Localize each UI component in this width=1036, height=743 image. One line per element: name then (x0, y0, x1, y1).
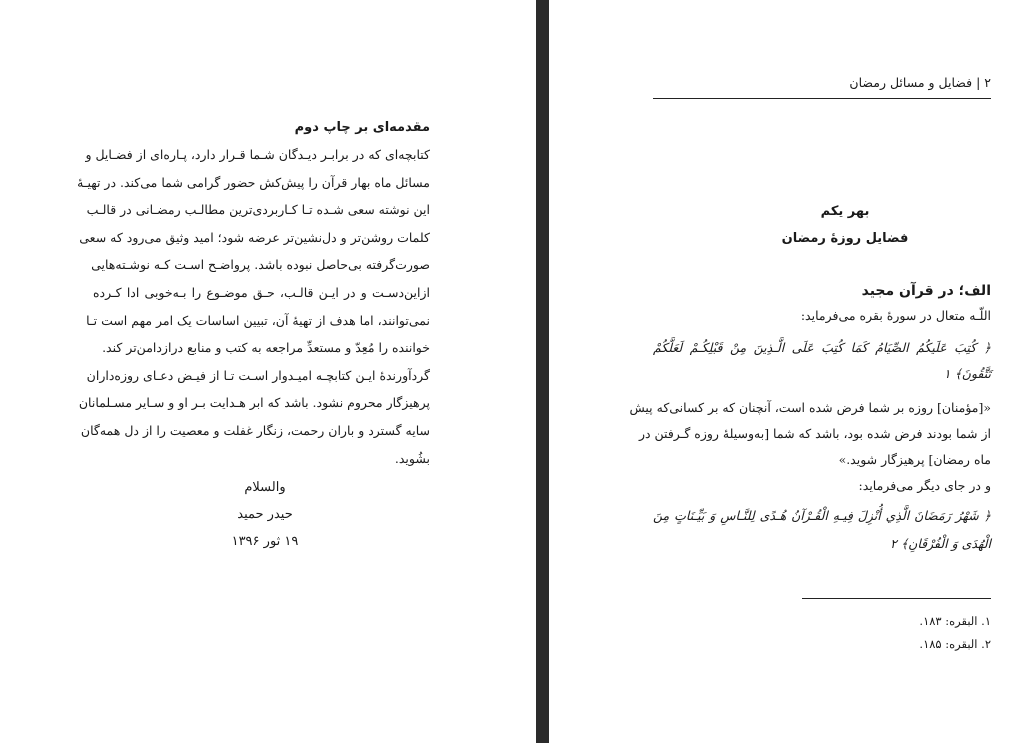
preface-line: ازاین‌دسـت و در ایـن قالـب، حـق موضـوع را بـه‌خوبی ادا کـرده (93, 284, 430, 300)
quran-verse-line: ﴿ شَهْرُ رَمَضَانَ الَّذِي أُنْزِلَ فِيـهِ الْقُـرْآنُ هُـدًى لِلنَّـاسِ وَ بَيِّـنَاتٍ مِنَ (653, 508, 991, 523)
book-gutter (536, 0, 549, 743)
quran-verse-line: تَتَّقُونَ﴾ ۱ (943, 366, 991, 381)
section-heading: الف؛ در قرآن مجید (861, 283, 991, 299)
preface-line: نمی‌توانند، اما هدف از تهیهٔ آن، تبیین اساسات یک امر مهم است تـا (86, 312, 430, 328)
chapter-title: فضایل روزهٔ رمضان (781, 231, 909, 246)
preface-line: پرهیزگار محروم نشود. باشد که ابر هـدایت بـر او و سـایر مسـلمانان (78, 395, 430, 411)
preface-line: کتابچه‌ای که در برابـر دیـدگان شـما قـرار دارد، پـاره‌ای از فضـایل و (85, 147, 430, 162)
translation-line: ماه رمضان] پرهیزگار شوید.» (838, 452, 991, 467)
quran-verse-line: الْهُدَى وَ الْفُرْقَانِ﴾ ۲ (890, 536, 991, 551)
footnote: ۱. البقره: ۱۸۳. (919, 614, 991, 628)
preface-date: ۱۹ ثور ۱۳۹۶ (231, 534, 299, 549)
footnote-rule (802, 598, 991, 599)
preface-body (77, 141, 430, 472)
preface-title: مقدمه‌ای بر چاپ دوم (294, 120, 430, 135)
preface-line: صورت‌گرفته بی‌حاصل نبوده باشد. پرواضـح اسـت کـه نوشـته‌هایی (91, 257, 430, 273)
translation-line: از شما بودند فرض شده بود، باشد که شما [به‌وسیلهٔ روزه گـرفتن در (638, 426, 991, 441)
right-page (549, 0, 1036, 743)
quran-verse-line: ﴿ كُتِبَ عَلَيكُمُ الصِّيَامُ كَمَا كُتِبَ عَلَى الَّـذِينَ مِنْ قَبْلِكُـمْ لَعَلَّكُمْ (653, 340, 991, 355)
body-line: اللّـه متعال در سورهٔ بقره می‌فرماید: (800, 308, 991, 323)
preface-line: سایه گسترد و باران رحمت، زنگار غفلت و معصیت را از دل همه‌گان (80, 422, 430, 438)
preface-line: کلمات روشن‌تر و دل‌نشین‌تر عرضه شود؛ امید وثیق می‌رود که سعی (79, 229, 430, 245)
preface-line: مسائل ماه بهار قرآن را پیش‌کش حضور گرامی شما می‌کند. در تهیـهٔ (77, 174, 430, 190)
header-rule (653, 98, 991, 99)
closing-salutation: والسلام (244, 480, 286, 495)
footnote: ۲. البقره: ۱۸۵. (919, 637, 991, 651)
author-name: حیدر حمید (237, 507, 293, 522)
part-label: بهر یکم (820, 204, 870, 219)
preface-line: بشُوید. (394, 450, 430, 466)
preface-line: خواننده را مُعِدّ و مستعدِّ مراجعه به کتب و منابع درازدامن‌تر کند. (102, 340, 430, 356)
preface-line: این نوشته سعی شـده تـا کـاربردی‌ترین مطالـب رمضـانی در قالـب (86, 202, 430, 218)
running-header: ۲ | فضایل و مسائل رمضان (849, 75, 991, 90)
preface-line: گردآورندهٔ ایـن کتابچـه امیـدوار اسـت تـا از فیـض دعـای روزه‌داران (86, 367, 430, 383)
translation-line: «[مؤمنان] روزه بر شما فرض شده است، آنچنان که بر کسانی‌که پیش (629, 400, 991, 415)
body-line: و در جای دیگر می‌فرماید: (858, 478, 991, 493)
